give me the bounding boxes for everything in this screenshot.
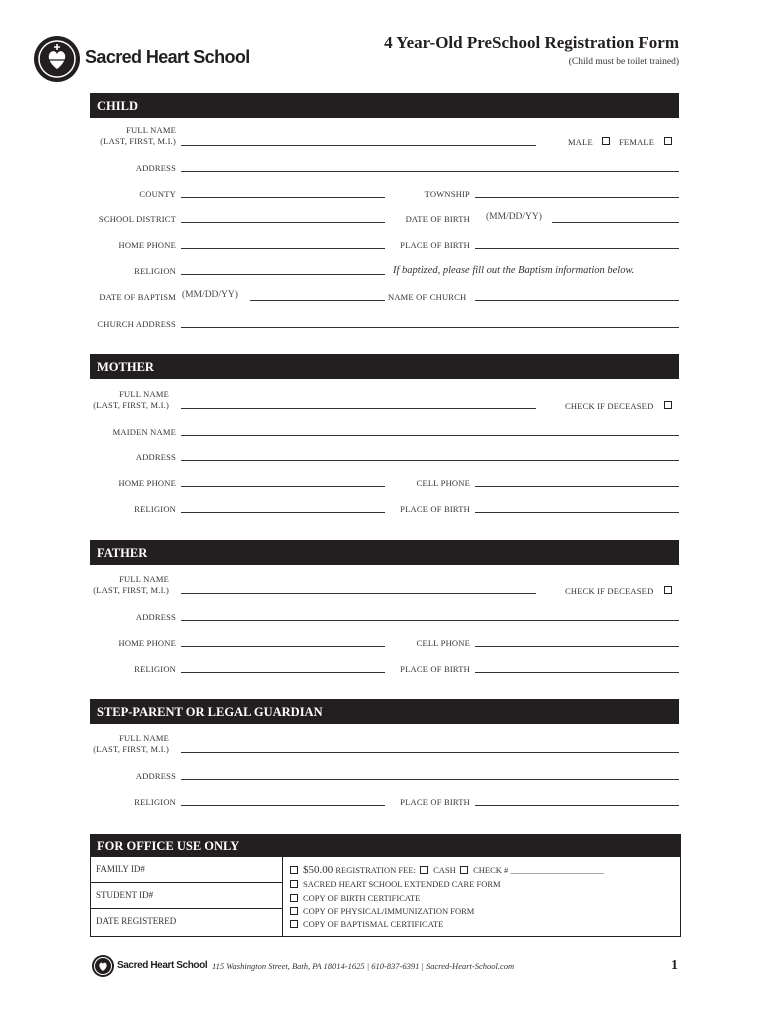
county-label: COUNTY bbox=[139, 189, 176, 199]
mother-address-label: ADDRESS bbox=[135, 452, 176, 462]
father-full-name-field[interactable] bbox=[181, 593, 536, 594]
page-subtitle: (Child must be toilet trained) bbox=[568, 57, 679, 67]
father-cell-phone-field[interactable] bbox=[475, 646, 679, 647]
baptism-date-label: DATE OF BAPTISM bbox=[99, 292, 176, 302]
father-deceased-checkbox[interactable] bbox=[664, 586, 672, 594]
father-religion-field[interactable] bbox=[181, 672, 385, 673]
child-religion-field[interactable] bbox=[181, 274, 385, 275]
footer-school-name: Sacred Heart School bbox=[117, 960, 208, 971]
guardian-religion-label: RELIGION bbox=[134, 797, 176, 807]
page-title: 4 Year-Old PreSchool Registration Form bbox=[384, 33, 679, 52]
footer-logo-icon bbox=[92, 955, 114, 977]
section-header-mother: MOTHER bbox=[90, 354, 679, 379]
township-label: TOWNSHIP bbox=[424, 189, 470, 199]
mother-religion-label: RELIGION bbox=[134, 504, 176, 514]
father-home-phone-label: HOME PHONE bbox=[118, 638, 176, 648]
student-id-row[interactable]: STUDENT ID# bbox=[91, 883, 283, 909]
child-address-label: ADDRESS bbox=[135, 163, 176, 173]
baptismal-certificate-checkbox[interactable] bbox=[290, 920, 298, 928]
school-district-field[interactable] bbox=[181, 222, 385, 223]
section-header-office: FOR OFFICE USE ONLY bbox=[90, 834, 681, 857]
mother-religion-field[interactable] bbox=[181, 512, 385, 513]
cash-checkbox[interactable] bbox=[420, 866, 428, 874]
father-full-name-label: FULL NAME (LAST, FIRST, M.I.) bbox=[93, 574, 169, 595]
fee-label: REGISTRATION FEE: bbox=[335, 865, 416, 875]
guardian-pob-field[interactable] bbox=[475, 805, 679, 806]
mother-home-phone-field[interactable] bbox=[181, 486, 385, 487]
mother-pob-label: PLACE OF BIRTH bbox=[400, 504, 470, 514]
mother-cell-phone-label: CELL PHONE bbox=[416, 478, 470, 488]
footer-address: 115 Washington Street, Bath, PA 18014-1625 | 610-837-6391 | Sacred-Heart-School.com bbox=[212, 961, 515, 971]
birth-certificate-checkbox[interactable] bbox=[290, 894, 298, 902]
child-pob-label: PLACE OF BIRTH bbox=[400, 240, 470, 250]
mother-home-phone-label: HOME PHONE bbox=[118, 478, 176, 488]
township-field[interactable] bbox=[475, 197, 679, 198]
child-pob-field[interactable] bbox=[475, 248, 679, 249]
mother-address-field[interactable] bbox=[181, 460, 679, 461]
office-checklist-item: COPY OF PHYSICAL/IMMUNIZATION FORM bbox=[290, 906, 474, 916]
mother-cell-phone-field[interactable] bbox=[475, 486, 679, 487]
mother-deceased-checkbox[interactable] bbox=[664, 401, 672, 409]
father-cell-phone-label: CELL PHONE bbox=[416, 638, 470, 648]
fee-amount: $50.00 bbox=[303, 864, 334, 876]
extended-care-checkbox[interactable] bbox=[290, 880, 298, 888]
maiden-name-field[interactable] bbox=[181, 435, 679, 436]
physical-form-checkbox[interactable] bbox=[290, 907, 298, 915]
section-header-guardian: STEP-PARENT OR LEGAL GUARDIAN bbox=[90, 699, 679, 724]
child-religion-label: RELIGION bbox=[134, 266, 176, 276]
female-label: FEMALE bbox=[619, 137, 655, 147]
section-header-father: FATHER bbox=[90, 540, 679, 565]
baptism-date-field[interactable] bbox=[250, 300, 385, 301]
child-address-field[interactable] bbox=[181, 171, 679, 172]
check-label: CHECK # bbox=[473, 865, 509, 875]
baptism-date-hint: (MM/DD/YY) bbox=[182, 290, 238, 300]
male-label: MALE bbox=[568, 137, 593, 147]
child-dob-label: DATE OF BIRTH bbox=[405, 214, 470, 224]
cash-label: CASH bbox=[433, 865, 456, 875]
child-full-name-label: FULL NAME (LAST, FIRST, M.I.) bbox=[100, 125, 176, 146]
church-name-field[interactable] bbox=[475, 300, 679, 301]
father-address-label: ADDRESS bbox=[135, 612, 176, 622]
mother-deceased-label: CHECK IF DECEASED bbox=[565, 401, 654, 411]
church-address-field[interactable] bbox=[181, 327, 679, 328]
check-checkbox[interactable] bbox=[460, 866, 468, 874]
office-checklist-item: COPY OF BIRTH CERTIFICATE bbox=[290, 893, 420, 903]
office-id-column bbox=[91, 857, 283, 936]
mother-full-name-field[interactable] bbox=[181, 408, 536, 409]
guardian-full-name-field[interactable] bbox=[181, 752, 679, 753]
mother-pob-field[interactable] bbox=[475, 512, 679, 513]
female-checkbox[interactable] bbox=[664, 137, 672, 145]
office-use-box bbox=[90, 834, 681, 937]
guardian-pob-label: PLACE OF BIRTH bbox=[400, 797, 470, 807]
child-dob-hint: (MM/DD/YY) bbox=[486, 212, 542, 222]
maiden-name-label: MAIDEN NAME bbox=[112, 427, 176, 437]
baptism-note: If baptized, please fill out the Baptism information below. bbox=[393, 265, 635, 276]
section-header-child: CHILD bbox=[90, 93, 679, 118]
guardian-religion-field[interactable] bbox=[181, 805, 385, 806]
father-home-phone-field[interactable] bbox=[181, 646, 385, 647]
church-address-label: CHURCH ADDRESS bbox=[97, 319, 176, 329]
office-checklist-item: SACRED HEART SCHOOL EXTENDED CARE FORM bbox=[290, 879, 501, 889]
male-checkbox[interactable] bbox=[602, 137, 610, 145]
check-number-field[interactable]: ______________________ bbox=[510, 865, 604, 875]
school-logo-icon bbox=[34, 36, 80, 82]
fee-row bbox=[290, 864, 604, 876]
father-pob-label: PLACE OF BIRTH bbox=[400, 664, 470, 674]
fee-checkbox[interactable] bbox=[290, 866, 298, 874]
mother-full-name-label: FULL NAME (LAST, FIRST, M.I.) bbox=[93, 389, 169, 410]
date-registered-row[interactable]: DATE REGISTERED bbox=[96, 916, 177, 926]
father-address-field[interactable] bbox=[181, 620, 679, 621]
office-checklist-item: COPY OF BAPTISMAL CERTIFICATE bbox=[290, 919, 443, 929]
page-number: 1 bbox=[671, 958, 678, 973]
school-district-label: SCHOOL DISTRICT bbox=[98, 214, 176, 224]
child-dob-field[interactable] bbox=[552, 222, 679, 223]
child-home-phone-label: HOME PHONE bbox=[118, 240, 176, 250]
child-home-phone-field[interactable] bbox=[181, 248, 385, 249]
county-field[interactable] bbox=[181, 197, 385, 198]
church-name-label: NAME OF CHURCH bbox=[388, 292, 467, 302]
father-religion-label: RELIGION bbox=[134, 664, 176, 674]
father-pob-field[interactable] bbox=[475, 672, 679, 673]
school-name-logo: Sacred Heart School bbox=[85, 47, 250, 67]
child-full-name-field[interactable] bbox=[181, 145, 536, 146]
guardian-full-name-label: FULL NAME (LAST, FIRST, M.I.) bbox=[93, 733, 169, 754]
guardian-address-field[interactable] bbox=[181, 779, 679, 780]
father-deceased-label: CHECK IF DECEASED bbox=[565, 586, 654, 596]
guardian-address-label: ADDRESS bbox=[135, 771, 176, 781]
family-id-row[interactable]: FAMILY ID# bbox=[91, 857, 283, 883]
